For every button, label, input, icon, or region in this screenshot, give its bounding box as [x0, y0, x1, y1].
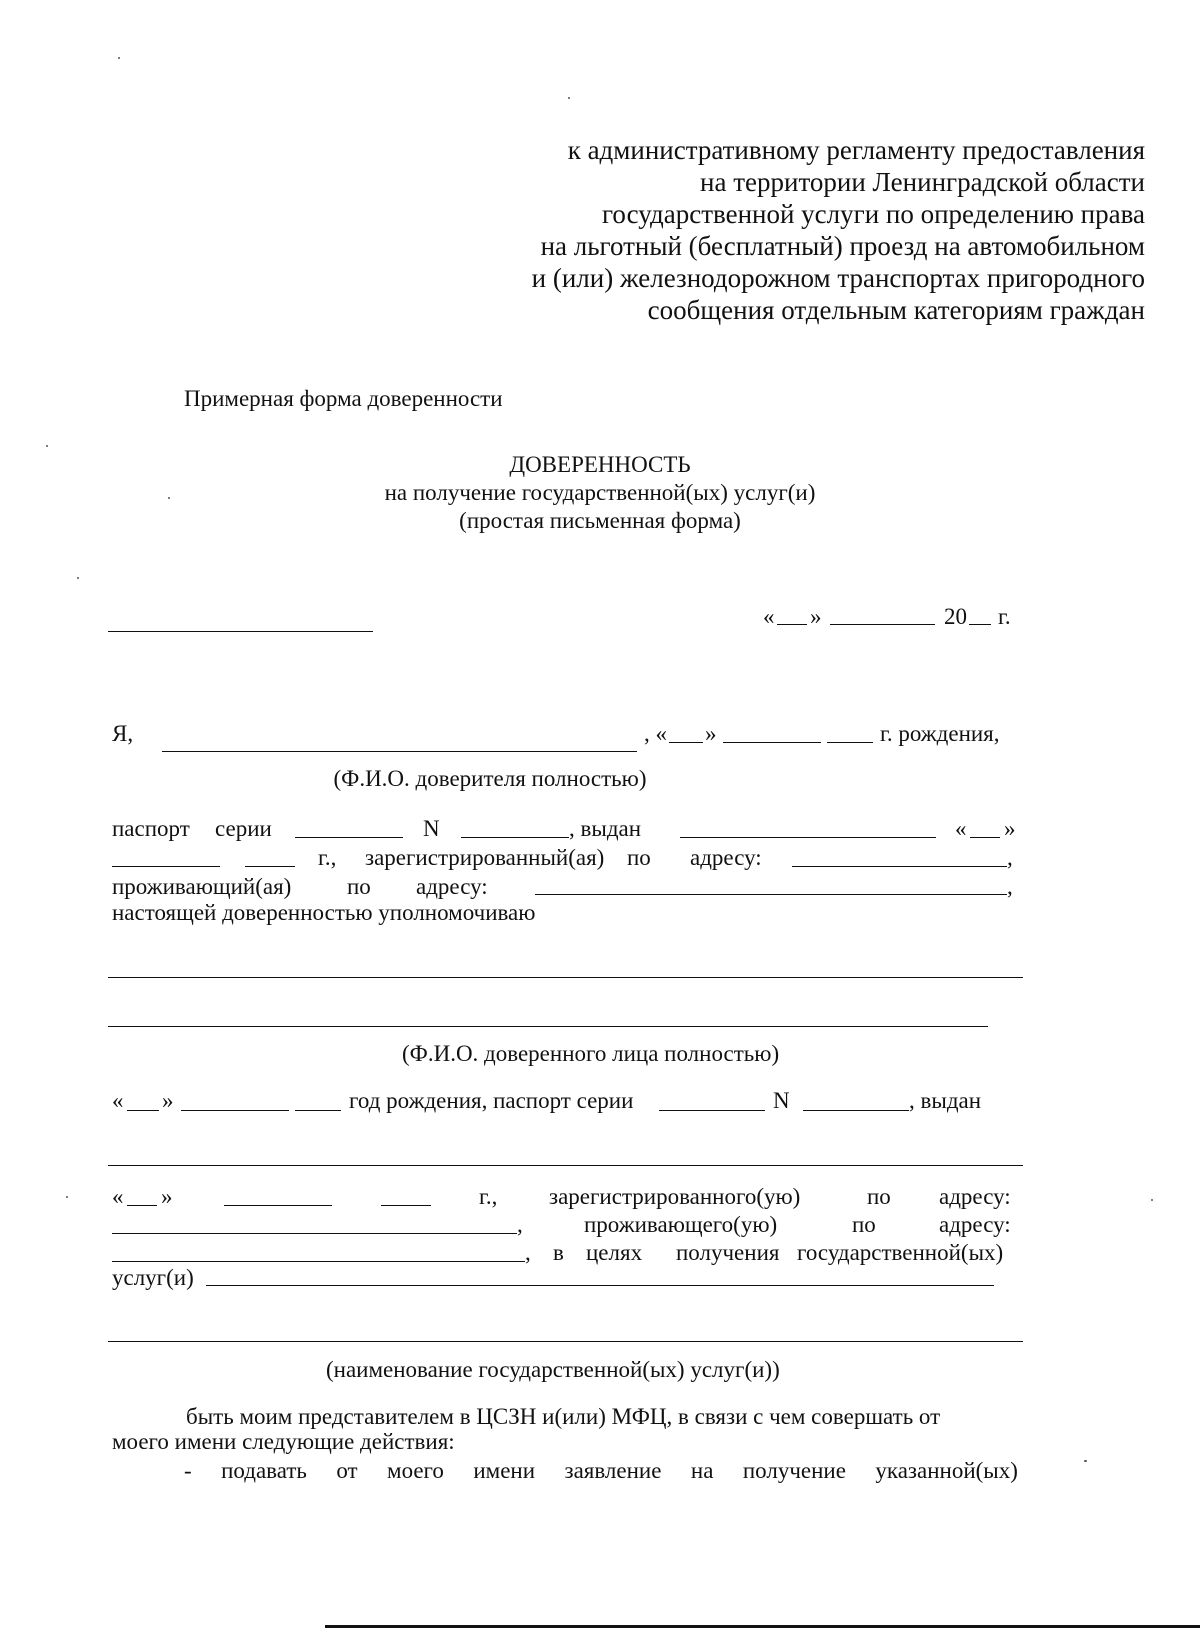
- item-word: имени: [473, 1458, 536, 1483]
- scan-speck: [46, 445, 48, 447]
- quote-close: »: [1004, 816, 1016, 841]
- issued-by-field[interactable]: [680, 837, 936, 838]
- item-word: подавать: [221, 1458, 307, 1483]
- comma: ,: [1007, 845, 1013, 870]
- services-field-2[interactable]: [108, 1341, 1023, 1342]
- item-word: на: [690, 1458, 714, 1483]
- body-paragraph: быть моим представителем в ЦСЗН и(или) МФЦ, в связи с чем совершать от: [186, 1404, 941, 1429]
- service-caption: (наименование государственной(ых) услуг(и)): [326, 1357, 780, 1382]
- number-label: N: [773, 1088, 790, 1113]
- services-label: услуг(и): [112, 1265, 194, 1290]
- form-label: Примерная форма доверенности: [184, 386, 503, 411]
- header-line: сообщения отдельным категориям граждан: [647, 295, 1145, 325]
- po-label: по: [347, 874, 371, 899]
- living-address-field[interactable]: [535, 894, 1007, 895]
- principal-fio-field[interactable]: [162, 751, 637, 752]
- agent-living-address-field[interactable]: [112, 1261, 525, 1262]
- agent-fio-field[interactable]: [108, 977, 1023, 978]
- header-line: и (или) железнодорожном транспортах пригородного: [531, 263, 1145, 293]
- agent-birth-day-field[interactable]: [127, 1110, 159, 1111]
- quote-close: »: [161, 1184, 173, 1209]
- body-paragraph-cont: моего имени следующие действия:: [112, 1429, 455, 1454]
- birth-year-field[interactable]: [827, 742, 873, 743]
- item-word: моего: [387, 1458, 444, 1483]
- passport-label: паспорт: [112, 816, 190, 841]
- po-label: по: [627, 845, 651, 870]
- quote-open: «: [112, 1088, 124, 1113]
- po-label: по: [852, 1212, 876, 1237]
- document-title: ДОВЕРЕННОСТЬ: [509, 452, 691, 477]
- agent-issued-by-field[interactable]: [108, 1165, 1023, 1166]
- agent-birth-year-field[interactable]: [295, 1110, 341, 1111]
- quote-close: »: [705, 721, 717, 746]
- passport-number-field[interactable]: [461, 837, 569, 838]
- address-label: адресу:: [939, 1212, 1011, 1237]
- scan-speck: [1151, 1199, 1153, 1201]
- scan-speck: [77, 577, 79, 579]
- year-label: г.,: [318, 845, 337, 870]
- agent-birth-month-field[interactable]: [181, 1110, 289, 1111]
- issue-year-field[interactable]: [245, 866, 295, 867]
- purpose-state: государственной(ых): [797, 1240, 1004, 1265]
- item-word: заявление: [564, 1458, 662, 1483]
- year-field[interactable]: [969, 624, 991, 625]
- scan-speck: [118, 57, 120, 59]
- action-item: [184, 1457, 1018, 1485]
- item-word: получение: [742, 1458, 846, 1483]
- living-label: проживающий(ая): [112, 874, 292, 899]
- passport-series-field[interactable]: [295, 837, 403, 838]
- birth-passport-label: год рождения, паспорт серии: [349, 1088, 634, 1113]
- scan-speck: [168, 497, 170, 499]
- comma: ,: [525, 1240, 531, 1265]
- address-label: адресу:: [690, 845, 762, 870]
- issue-day-field[interactable]: [970, 837, 1000, 838]
- document-subtitle-form: (простая письменная форма): [459, 508, 741, 533]
- purpose-receive: получения: [676, 1240, 780, 1265]
- month-field[interactable]: [830, 624, 935, 625]
- series-label: серии: [215, 816, 272, 841]
- quote-close: »: [810, 604, 822, 629]
- number-label: N: [423, 816, 440, 841]
- birth-day-field[interactable]: [669, 742, 703, 743]
- quote-open: , «: [644, 721, 667, 746]
- header-line: на территории Ленинградской области: [700, 167, 1145, 197]
- agent-passport-series-field[interactable]: [659, 1110, 765, 1111]
- birth-month-field[interactable]: [723, 742, 821, 743]
- agent-fio-caption: (Ф.И.О. доверенного лица полностью): [402, 1041, 780, 1066]
- po-label: по: [867, 1184, 891, 1209]
- authorize-text: настоящей доверенностью уполномочиваю: [112, 900, 536, 925]
- header-line: на льготный (бесплатный) проезд на автомобильном: [540, 231, 1145, 261]
- issued-label: , выдан: [909, 1088, 982, 1113]
- agent-registration-address-field[interactable]: [112, 1233, 517, 1234]
- place-field[interactable]: [108, 631, 373, 632]
- issued-label: , выдан: [569, 816, 642, 841]
- purpose-in: в: [553, 1240, 564, 1265]
- scan-speck: [66, 1196, 68, 1198]
- scan-speck: [568, 97, 570, 99]
- agent-fio-field-2[interactable]: [108, 1026, 988, 1027]
- item-word: указанной(ых): [875, 1458, 1018, 1483]
- scan-speck: [1084, 1460, 1087, 1462]
- quote-close: »: [162, 1088, 174, 1113]
- services-field[interactable]: [206, 1285, 994, 1286]
- i-label: Я,: [112, 721, 134, 746]
- registered-label: зарегистрированного(ую): [549, 1184, 801, 1209]
- living-label: проживающего(ую): [584, 1212, 778, 1237]
- principal-fio-caption: (Ф.И.О. доверителя полностью): [333, 766, 647, 791]
- agent-issue-day-field[interactable]: [127, 1205, 157, 1206]
- registration-address-field[interactable]: [792, 866, 1007, 867]
- agent-issue-month-field[interactable]: [224, 1205, 332, 1206]
- header-line: государственной услуги по определению права: [602, 199, 1145, 229]
- quote-open: «: [763, 604, 775, 629]
- header-line: к административному регламенту предоставления: [567, 135, 1145, 165]
- purpose-aims: целях: [586, 1240, 643, 1265]
- item-dash: -: [184, 1458, 192, 1483]
- agent-passport-number-field[interactable]: [803, 1110, 909, 1111]
- issue-month-field[interactable]: [112, 866, 220, 867]
- year-label: г.,: [479, 1184, 498, 1209]
- comma: ,: [517, 1212, 523, 1237]
- document-subtitle: на получение государственной(ых) услуг(и): [384, 480, 816, 505]
- year-prefix: 20: [944, 604, 967, 629]
- agent-issue-year-field[interactable]: [381, 1205, 431, 1206]
- year-suffix: г.: [998, 604, 1011, 629]
- address-label: адресу:: [416, 874, 488, 899]
- address-label: адресу:: [939, 1184, 1011, 1209]
- item-word: от: [336, 1458, 358, 1483]
- registered-label: зарегистрированный(ая): [365, 845, 605, 870]
- birth-label: г. рождения,: [880, 721, 1000, 746]
- quote-open: «: [955, 816, 967, 841]
- day-field[interactable]: [777, 624, 807, 625]
- comma: ,: [1007, 874, 1013, 899]
- quote-open: «: [112, 1184, 124, 1209]
- scan-bottom-edge: [0, 1622, 1200, 1633]
